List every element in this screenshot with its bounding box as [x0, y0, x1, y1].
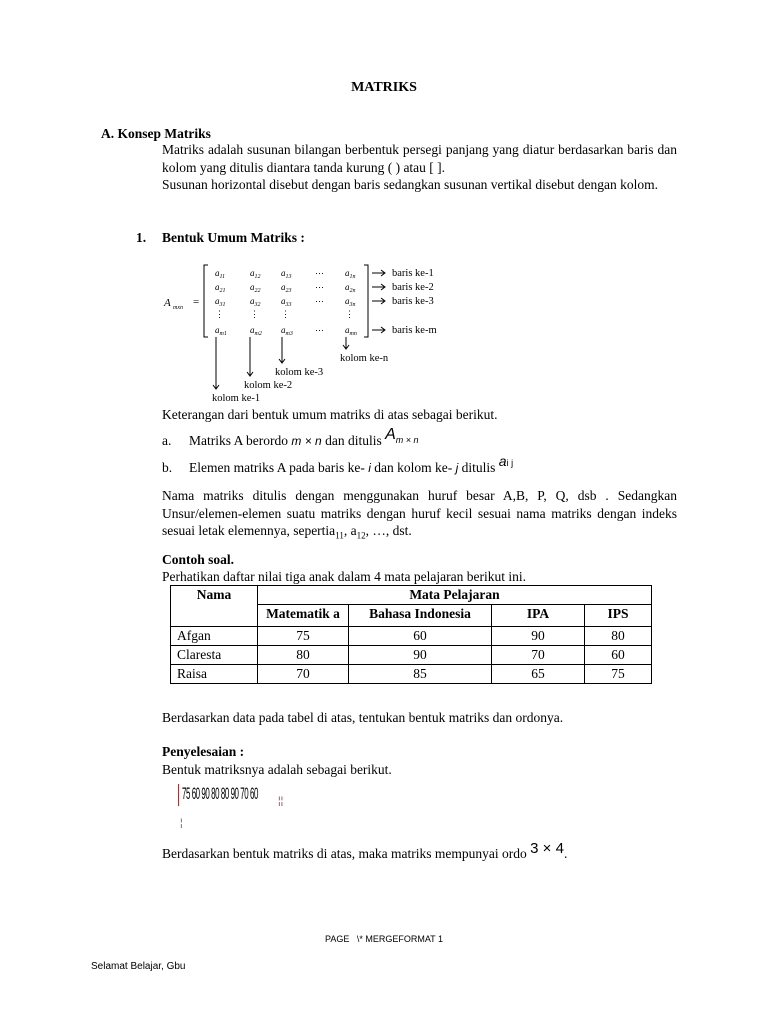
row-name: Afgan: [171, 627, 258, 646]
row-name: Claresta: [171, 646, 258, 665]
penyelesaian-heading: Penyelesaian :: [162, 744, 245, 759]
matrix-cell: $a_{31}$: [215, 296, 226, 308]
column-label: kolom ke-1: [212, 393, 261, 404]
garbled-matrix: [178, 784, 298, 808]
item-b-label: b.: [162, 460, 173, 475]
header-ips: IPS: [585, 605, 652, 627]
cell-value: 60: [349, 627, 492, 646]
conclusion-end: .: [563, 846, 568, 861]
item-a-text1: Matriks A berordo: [189, 433, 292, 448]
matrix-cell: $a_{m2}$: [250, 325, 262, 337]
matrix-cell: ⋮: [215, 309, 224, 319]
item-a-text2: dan ditulis: [321, 433, 386, 448]
column-label: kolom ke-n: [340, 353, 389, 364]
table-row: [171, 665, 652, 684]
matrix-equals: =: [193, 296, 200, 308]
row-arrows: [372, 270, 385, 333]
conclusion-math-order: 3 × 4: [530, 840, 564, 857]
matrix-cell: $a_{m1}$: [215, 325, 227, 337]
contoh-heading: Contoh soal.: [162, 552, 235, 567]
cell-value: 85: [349, 665, 492, 684]
cell-value: 70: [492, 646, 585, 665]
item-a-math-A-sub: m × n: [395, 435, 419, 445]
item-a-label: a.: [162, 433, 172, 448]
matrix-cell: $a_{1n}$: [345, 268, 356, 280]
matrix-lhs: A: [164, 297, 171, 309]
header-matematika: Matematik a: [258, 605, 349, 627]
row-label: baris ke-2: [392, 282, 434, 293]
cell-value: 80: [585, 627, 652, 646]
header-ipa: IPA: [492, 605, 585, 627]
table-row: [171, 646, 652, 665]
nama-tail-end: , …, dst.: [365, 523, 412, 538]
matrix-cell: $a_{13}$: [281, 268, 292, 280]
matrix-lhs-subscript: mxn: [173, 305, 183, 311]
contoh-intro: Perhatikan daftar nilai tiga anak dalam 4 mata pelajaran berikut ini.: [162, 569, 526, 584]
item-a-math-order: m × n: [291, 434, 322, 448]
section-a-para1: Matriks adalah susunan bilangan berbentuk persegi panjang yang diatur berdasarkan baris dan kolom yang ditulis diantara tanda kurung ( ) atau [ ].: [162, 142, 677, 175]
nama-sub-11: 11: [335, 530, 344, 541]
penyelesaian-intro: Bentuk matriksnya adalah sebagai berikut.: [162, 762, 392, 777]
item-b-text2: dan kolom ke-: [370, 460, 456, 475]
item-b-text1: Elemen matriks A pada baris ke-: [189, 460, 369, 475]
subsection-heading: Bentuk Umum Matriks :: [162, 230, 305, 245]
footer-left-text: Selamat Belajar, Gbu: [91, 961, 186, 972]
row-label: baris ke-3: [392, 296, 434, 307]
cell-value: 90: [492, 627, 585, 646]
item-a-text: [189, 426, 419, 452]
cell-value: 70: [258, 665, 349, 684]
item-b-math-a: a: [498, 453, 507, 469]
nama-sub-12: 12: [356, 530, 366, 541]
page-field-footer: PAGE \* MERGEFORMAT 1: [324, 934, 444, 944]
conclusion-text: [162, 840, 568, 863]
header-mata-pelajaran: Mata Pelajaran: [258, 586, 652, 605]
table-row: [171, 627, 652, 646]
matrix-cell: ⋯: [315, 282, 324, 292]
row-label: baris ke-1: [392, 268, 434, 279]
matrix-cell: $a_{3n}$: [345, 296, 356, 308]
cell-value: 65: [492, 665, 585, 684]
subsection-number: 1.: [136, 230, 147, 245]
row-name: Raisa: [171, 665, 258, 684]
cell-value: 80: [258, 646, 349, 665]
matrix-cell: $a_{32}$: [250, 296, 261, 308]
nama-paragraph: [162, 487, 677, 545]
nama-tail-a: , a: [343, 523, 357, 538]
item-b-math-a-sub: i j: [506, 458, 514, 468]
nama-paragraph-text: Nama matriks ditulis dengan menggunakan huruf besar A,B, P, Q, dsb . Sedangkan Unsur/elemen-elemen suatu matriks dengan huruf kecil sesuai nama matriks dengan indeks sesuai letak elemennya, sepertia: [162, 488, 677, 538]
matrix-cell: ⋯: [315, 296, 324, 306]
row-label: baris ke-m: [392, 325, 437, 336]
item-b-math-j: j: [455, 461, 459, 475]
item-b-text3: ditulis: [458, 460, 499, 475]
matrix-cell: $a_{33}$: [281, 296, 292, 308]
cell-value: 75: [258, 627, 349, 646]
conclusion-body: Berdasarkan bentuk matriks di atas, maka matriks mempunyai ordo: [162, 846, 531, 861]
cell-value: 60: [585, 646, 652, 665]
matrix-cell: ⋯: [315, 268, 324, 278]
column-label: kolom ke-3: [275, 367, 324, 378]
section-a-heading: A. Konsep Matriks: [101, 126, 211, 141]
cell-value: 75: [585, 665, 652, 684]
item-a-math-A: A: [385, 426, 396, 443]
general-matrix-figure: [160, 255, 460, 405]
matrix-cell: ⋮: [250, 309, 259, 319]
cell-value: 90: [349, 646, 492, 665]
matrix-cell: ⋮: [345, 309, 354, 319]
section-a-para2: Susunan horizontal disebut dengan baris sedangkan susunan vertikal disebut dengan kolom.: [162, 177, 659, 192]
matrix-cell: $a_{22}$: [250, 282, 261, 294]
matrix-cell: $a_{12}$: [250, 268, 261, 280]
header-bahasa-indonesia: Bahasa Indonesia: [349, 605, 492, 627]
header-nama: Nama: [171, 586, 258, 627]
page-title: MATRIKS: [351, 80, 417, 95]
question-text: Berdasarkan data pada tabel di atas, tentukan bentuk matriks dan ordonya.: [162, 710, 564, 725]
garbled-matrix-tail: ¦¦: [278, 796, 284, 807]
matrix-cell: $a_{21}$: [215, 282, 226, 294]
matrix-right-bracket: [364, 265, 368, 337]
keterangan-text: Keterangan dari bentuk umum matriks di atas sebagai berikut.: [162, 407, 498, 422]
garbled-matrix-values: 75 60 90 80 80 90 70 60: [182, 785, 258, 804]
matrix-left-bracket: [204, 265, 208, 337]
item-b-math-i: i: [368, 461, 371, 475]
matrix-cell: $a_{m3}$: [281, 325, 293, 337]
matrix-cell: $a_{23}$: [281, 282, 292, 294]
grades-table: [170, 585, 652, 684]
matrix-cell: ⋯: [315, 325, 324, 335]
garbled-matrix-below: ¦: [180, 818, 183, 829]
matrix-cell: ⋮: [281, 309, 290, 319]
matrix-cell: $a_{11}$: [215, 268, 226, 280]
matrix-cell: $a_{mn}$: [345, 325, 357, 337]
matrix-cell: $a_{2n}$: [345, 282, 356, 294]
column-label: kolom ke-2: [244, 380, 293, 391]
item-b-text: [189, 453, 514, 479]
table-header-row: [171, 586, 652, 605]
